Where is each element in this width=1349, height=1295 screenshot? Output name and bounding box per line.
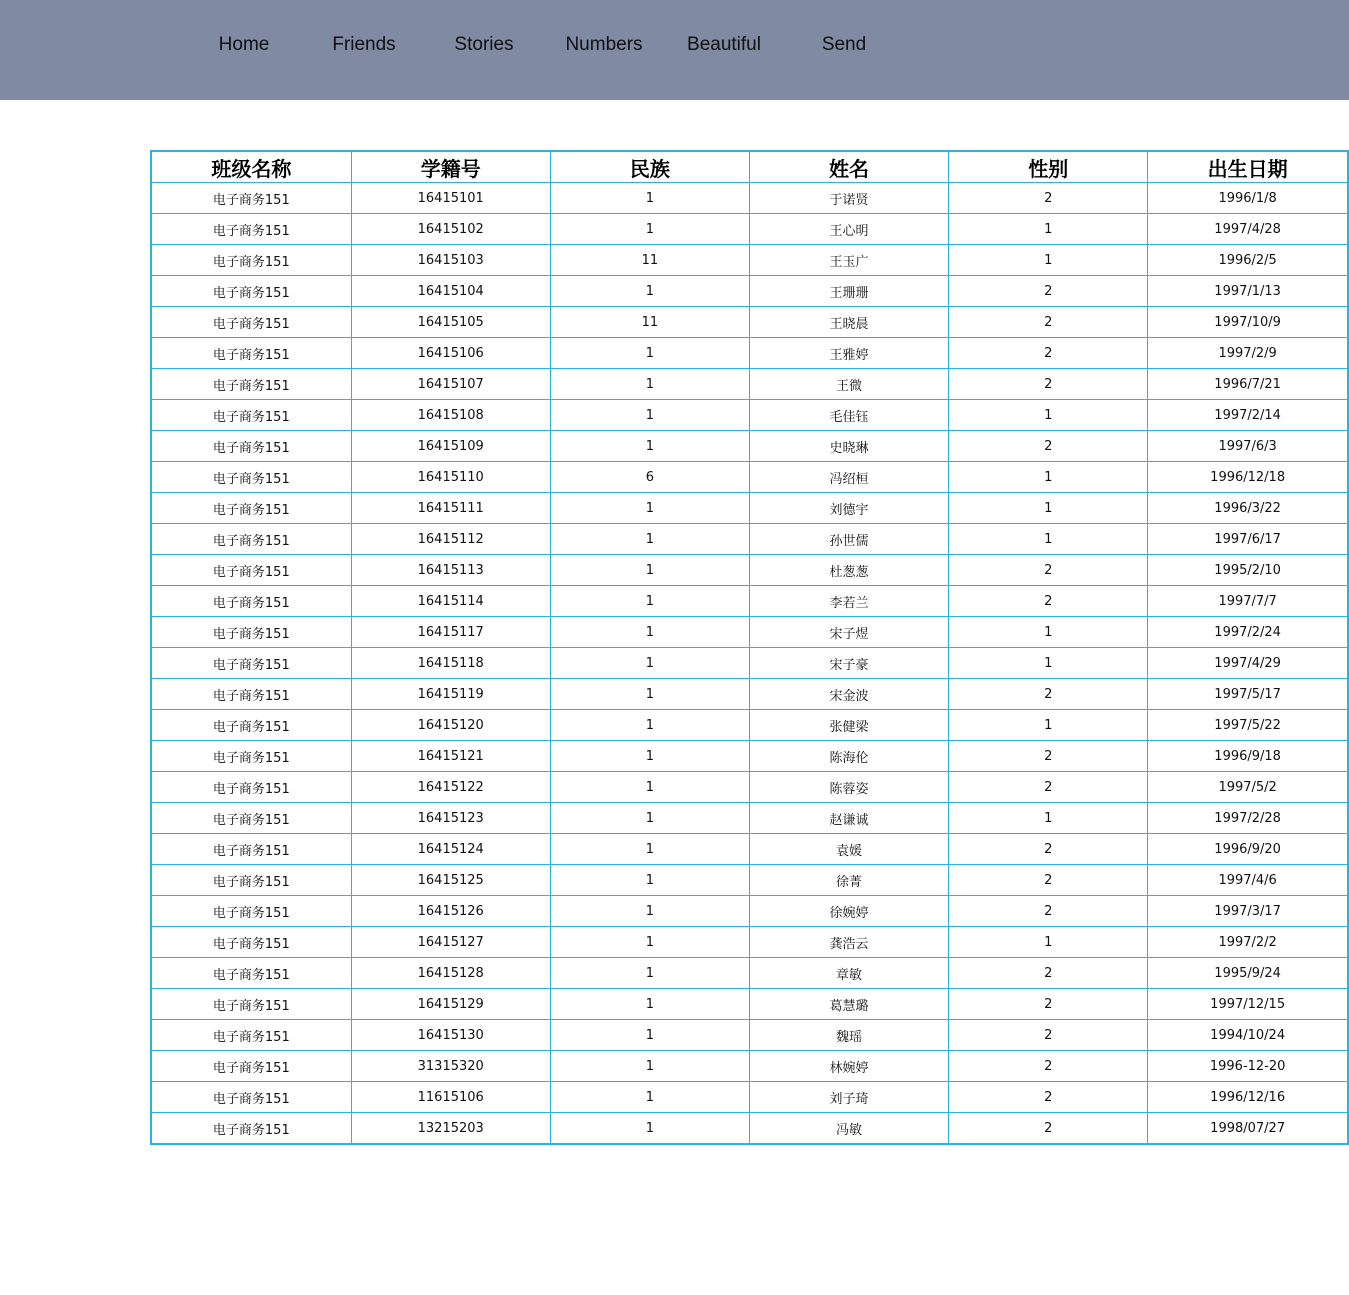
table-row [152,958,1347,989]
table-cell: 电子商务151 [152,865,351,896]
table-cell: 1997/2/24 [1148,617,1347,648]
table-cell: 王珊珊 [749,276,948,307]
nav-friends[interactable]: Friends [332,34,396,55]
table-cell: 16415123 [351,803,550,834]
table-row [152,710,1347,741]
table-cell: 2 [949,958,1148,989]
table-cell: 电子商务151 [152,462,351,493]
table-cell: 电子商务151 [152,896,351,927]
table-cell: 1997/6/17 [1148,524,1347,555]
table-cell: 电子商务151 [152,958,351,989]
column-header: 学籍号 [351,152,550,183]
table-cell: 16415124 [351,834,550,865]
table-cell: 16415104 [351,276,550,307]
table-cell: 1997/12/15 [1148,989,1347,1020]
table-cell: 电子商务151 [152,679,351,710]
table-cell: 电子商务151 [152,245,351,276]
table-row [152,648,1347,679]
table-cell: 11615106 [351,1082,550,1113]
table-row [152,989,1347,1020]
table-cell: 16415114 [351,586,550,617]
table-cell: 张健梁 [749,710,948,741]
table-cell: 1997/5/22 [1148,710,1347,741]
table-cell: 1 [550,338,749,369]
table-cell: 电子商务151 [152,1082,351,1113]
table-cell: 1 [550,1020,749,1051]
table-cell: 王微 [749,369,948,400]
table-cell: 1 [550,276,749,307]
table-cell: 2 [949,555,1148,586]
table-cell: 电子商务151 [152,400,351,431]
table-cell: 11 [550,307,749,338]
table-row [152,896,1347,927]
table-cell: 16415120 [351,710,550,741]
table-cell: 2 [949,1082,1148,1113]
table-cell: 电子商务151 [152,369,351,400]
table-cell: 16415107 [351,369,550,400]
table-row [152,803,1347,834]
table-cell: 2 [949,276,1148,307]
table-row [152,1020,1347,1051]
nav-send[interactable]: Send [821,34,867,55]
table-cell: 1 [550,710,749,741]
table-row [152,1051,1347,1082]
table-cell: 1 [550,1051,749,1082]
table-cell: 陈海伦 [749,741,948,772]
table-cell: 电子商务151 [152,307,351,338]
table-cell: 电子商务151 [152,648,351,679]
table-cell: 李若兰 [749,586,948,617]
table-cell: 电子商务151 [152,741,351,772]
table-cell: 1 [550,834,749,865]
table-cell: 2 [949,183,1148,214]
table-cell: 1 [949,462,1148,493]
table-cell: 1997/6/3 [1148,431,1347,462]
table-cell: 1994/10/24 [1148,1020,1347,1051]
table-cell: 2 [949,1020,1148,1051]
table-cell: 2 [949,896,1148,927]
table-row [152,1082,1347,1113]
table-cell: 电子商务151 [152,338,351,369]
table-cell: 1 [550,679,749,710]
table-cell: 1997/3/17 [1148,896,1347,927]
table-cell: 电子商务151 [152,524,351,555]
table-cell: 1998/07/27 [1148,1113,1347,1144]
table-cell: 王雅婷 [749,338,948,369]
table-row [152,400,1347,431]
table-cell: 1997/4/6 [1148,865,1347,896]
table-cell: 1997/7/7 [1148,586,1347,617]
table-cell: 6 [550,462,749,493]
table-cell: 刘德宇 [749,493,948,524]
table-cell: 2 [949,679,1148,710]
table-cell: 31315320 [351,1051,550,1082]
table-cell: 16415129 [351,989,550,1020]
table-cell: 毛佳钰 [749,400,948,431]
table-cell: 电子商务151 [152,214,351,245]
table-cell: 16415117 [351,617,550,648]
table-row [152,369,1347,400]
table-cell: 1 [949,400,1148,431]
table-cell: 1996/9/18 [1148,741,1347,772]
table-cell: 1 [550,183,749,214]
table-row [152,586,1347,617]
table-cell: 16415127 [351,927,550,958]
table-cell: 16415119 [351,679,550,710]
table-cell: 16415118 [351,648,550,679]
table-header-row [152,152,1347,183]
table-cell: 1997/4/29 [1148,648,1347,679]
table-cell: 冯绍桓 [749,462,948,493]
table-row [152,555,1347,586]
student-table-container [150,150,1349,1145]
table-cell: 16415130 [351,1020,550,1051]
table-cell: 16415103 [351,245,550,276]
table-cell: 陈蓉姿 [749,772,948,803]
table-cell: 16415125 [351,865,550,896]
table-cell: 11 [550,245,749,276]
table-cell: 刘子琦 [749,1082,948,1113]
table-cell: 1 [949,803,1148,834]
table-cell: 2 [949,369,1148,400]
table-cell: 赵谦诚 [749,803,948,834]
table-cell: 电子商务151 [152,1113,351,1144]
table-cell: 16415101 [351,183,550,214]
table-cell: 1997/2/28 [1148,803,1347,834]
column-header: 民族 [550,152,749,183]
column-header: 性别 [949,152,1148,183]
table-cell: 1997/5/2 [1148,772,1347,803]
table-cell: 林婉婷 [749,1051,948,1082]
table-header [152,152,1347,183]
table-cell: 1 [550,648,749,679]
table-cell: 1 [550,214,749,245]
table-cell: 1 [550,493,749,524]
column-header: 班级名称 [152,152,351,183]
table-cell: 宋子煜 [749,617,948,648]
table-cell: 16415121 [351,741,550,772]
nav-stories[interactable]: Stories [454,34,514,55]
nav-home[interactable]: Home [218,34,270,55]
table-cell: 2 [949,307,1148,338]
table-row [152,741,1347,772]
table-row [152,927,1347,958]
table-row [152,183,1347,214]
table-cell: 电子商务151 [152,1051,351,1082]
table-cell: 1 [550,369,749,400]
table-cell: 1 [550,1082,749,1113]
table-cell: 1 [550,741,749,772]
table-cell: 于诺贤 [749,183,948,214]
table-cell: 16415105 [351,307,550,338]
table-cell: 1997/1/13 [1148,276,1347,307]
table-body [152,183,1347,1144]
table-row [152,214,1347,245]
table-cell: 1996/9/20 [1148,834,1347,865]
table-cell: 电子商务151 [152,555,351,586]
table-cell: 徐婉婷 [749,896,948,927]
table-cell: 1 [550,865,749,896]
table-cell: 1 [550,803,749,834]
table-cell: 史晓琳 [749,431,948,462]
table-row [152,834,1347,865]
table-cell: 龚浩云 [749,927,948,958]
table-cell: 1997/2/14 [1148,400,1347,431]
table-cell: 宋金波 [749,679,948,710]
table-row [152,431,1347,462]
table-cell: 1 [949,214,1148,245]
table-cell: 电子商务151 [152,183,351,214]
table-cell: 16415112 [351,524,550,555]
table-cell: 1 [550,524,749,555]
table-cell: 电子商务151 [152,834,351,865]
student-table [152,152,1347,1143]
table-cell: 1 [550,958,749,989]
table-cell: 1 [949,493,1148,524]
table-cell: 王玉广 [749,245,948,276]
table-cell: 2 [949,989,1148,1020]
table-cell: 徐菁 [749,865,948,896]
table-row [152,493,1347,524]
table-cell: 电子商务151 [152,431,351,462]
table-row [152,865,1347,896]
table-cell: 1997/4/28 [1148,214,1347,245]
table-cell: 16415111 [351,493,550,524]
table-cell: 袁媛 [749,834,948,865]
table-cell: 1 [550,1113,749,1144]
table-row [152,307,1347,338]
table-cell: 16415113 [351,555,550,586]
table-row [152,462,1347,493]
top-nav-bar [0,0,1349,100]
table-cell: 16415122 [351,772,550,803]
table-cell: 1996/12/16 [1148,1082,1347,1113]
table-cell: 电子商务151 [152,617,351,648]
table-cell: 杜葱葱 [749,555,948,586]
table-cell: 电子商务151 [152,586,351,617]
table-cell: 1 [949,617,1148,648]
table-cell: 16415126 [351,896,550,927]
table-cell: 宋子豪 [749,648,948,679]
nav-numbers[interactable]: Numbers [565,34,643,55]
table-cell: 1 [949,927,1148,958]
table-cell: 1995/9/24 [1148,958,1347,989]
table-cell: 1996/12/18 [1148,462,1347,493]
table-cell: 王心明 [749,214,948,245]
table-cell: 1 [949,648,1148,679]
table-cell: 1 [550,617,749,648]
table-cell: 2 [949,1113,1148,1144]
table-cell: 2 [949,586,1148,617]
table-cell: 2 [949,772,1148,803]
table-cell: 电子商务151 [152,989,351,1020]
table-cell: 1 [949,710,1148,741]
table-row [152,338,1347,369]
table-cell: 2 [949,431,1148,462]
table-cell: 16415106 [351,338,550,369]
table-cell: 1996/3/22 [1148,493,1347,524]
table-cell: 16415102 [351,214,550,245]
table-cell: 1997/5/17 [1148,679,1347,710]
table-row [152,772,1347,803]
table-cell: 1997/10/9 [1148,307,1347,338]
table-cell: 1 [550,896,749,927]
table-cell: 1996/1/8 [1148,183,1347,214]
table-cell: 2 [949,865,1148,896]
table-row [152,1113,1347,1144]
table-row [152,276,1347,307]
table-cell: 1 [949,245,1148,276]
main-nav [184,0,904,100]
table-cell: 1995/2/10 [1148,555,1347,586]
table-cell: 16415108 [351,400,550,431]
table-row [152,524,1347,555]
table-cell: 13215203 [351,1113,550,1144]
column-header: 姓名 [749,152,948,183]
table-row [152,245,1347,276]
table-cell: 王晓晨 [749,307,948,338]
table-cell: 电子商务151 [152,710,351,741]
table-cell: 孙世儒 [749,524,948,555]
table-cell: 1997/2/9 [1148,338,1347,369]
table-cell: 1 [550,555,749,586]
table-cell: 1996/2/5 [1148,245,1347,276]
table-cell: 章敏 [749,958,948,989]
table-cell: 电子商务151 [152,927,351,958]
table-cell: 1 [550,772,749,803]
table-cell: 葛慧璐 [749,989,948,1020]
table-cell: 1 [949,524,1148,555]
table-cell: 1997/2/2 [1148,927,1347,958]
table-cell: 16415128 [351,958,550,989]
table-cell: 冯敏 [749,1113,948,1144]
table-cell: 2 [949,338,1148,369]
table-cell: 16415109 [351,431,550,462]
table-cell: 2 [949,1051,1148,1082]
nav-beautiful[interactable]: Beautiful [687,34,761,55]
table-cell: 1 [550,586,749,617]
table-cell: 1 [550,431,749,462]
table-cell: 1996/7/21 [1148,369,1347,400]
table-cell: 2 [949,741,1148,772]
table-cell: 1 [550,989,749,1020]
table-cell: 电子商务151 [152,803,351,834]
table-cell: 1 [550,400,749,431]
table-cell: 电子商务151 [152,276,351,307]
table-cell: 1996-12-20 [1148,1051,1347,1082]
table-cell: 2 [949,834,1148,865]
column-header: 出生日期 [1148,152,1347,183]
table-cell: 电子商务151 [152,1020,351,1051]
table-cell: 电子商务151 [152,493,351,524]
table-row [152,617,1347,648]
table-cell: 魏瑶 [749,1020,948,1051]
table-row [152,679,1347,710]
table-cell: 1 [550,927,749,958]
table-cell: 电子商务151 [152,772,351,803]
table-cell: 16415110 [351,462,550,493]
